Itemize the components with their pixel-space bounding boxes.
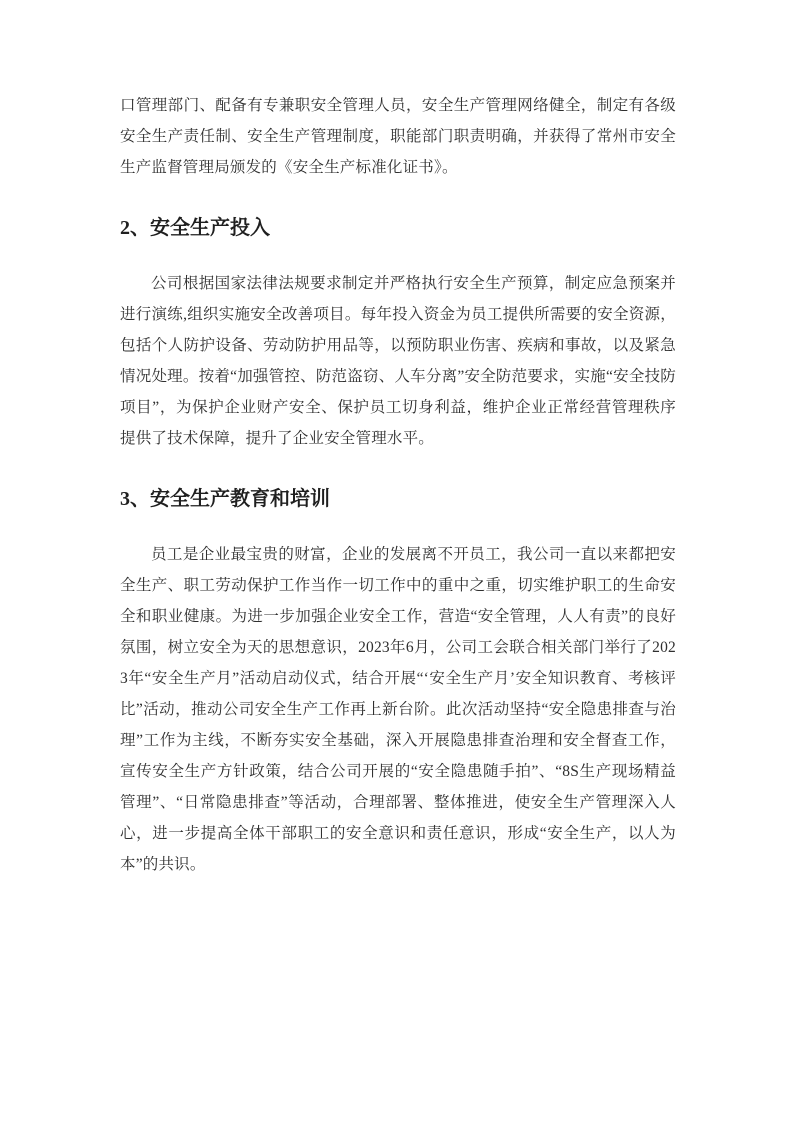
section-heading-safety-education: 3、安全生产教育和培训	[120, 488, 330, 510]
section-safety-education-paragraph: 员工是企业最宝贵的财富，企业的发展离不开员工，我公司一直以来都把安全生产、职工劳动保护工作当作一切工作中的重中之重，切实维护职工的生命安全和职业健康。为进一步加强企业安全工作，营造“安全管理，人人有责”的良好氛围，树立安全为天的思想意识，2023年6月，公司工会联合相关部门举行了2023年“安全生产月”活动启动仪式，结合开展“‘安全生产月’安全知识教育、考核评比”活动，推动公司安全生产工作再上新台阶。此次活动坚持“安全隐患排查与治理”工作为主线，不断夯实安全基础，深入开展隐患排查治理和安全督查工作，宣传安全生产方针政策，结合公司开展的“安全隐患随手拍”、“8S生产现场精益管理”、“日常隐患排查”等活动，合理部署、整体推进，使安全生产管理深入人心，进一步提高全体干部职工的安全意识和责任意识，形成“安全生产，以人为本”的共识。	[120, 546, 676, 873]
section-heading-safety-investment: 2、安全生产投入	[120, 217, 270, 239]
section-safety-investment-paragraph: 公司根据国家法律法规要求制定并严格执行安全生产预算，制定应急预案并进行演练,组织实施安全改善项目。每年投入资金为员工提供所需要的安全资源，包括个人防护设备、劳动防护用品等，以预防职业伤害、疾病和事故，以及紧急情况处理。按着“加强管控、防范盗窃、人车分离”安全防范要求，实施“安全技防项目”，为保护企业财产安全、保护员工切身利益，维护企业正常经营管理秩序提供了技术保障，提升了企业安全管理水平。	[120, 275, 676, 447]
intro-paragraph: 口管理部门、配备有专兼职安全管理人员，安全生产管理网络健全，制定有各级安全生产责任制、安全生产管理制度，职能部门职责明确，并获得了常州市安全生产监督管理局颁发的《安全生产标准化证书》。	[120, 97, 676, 176]
